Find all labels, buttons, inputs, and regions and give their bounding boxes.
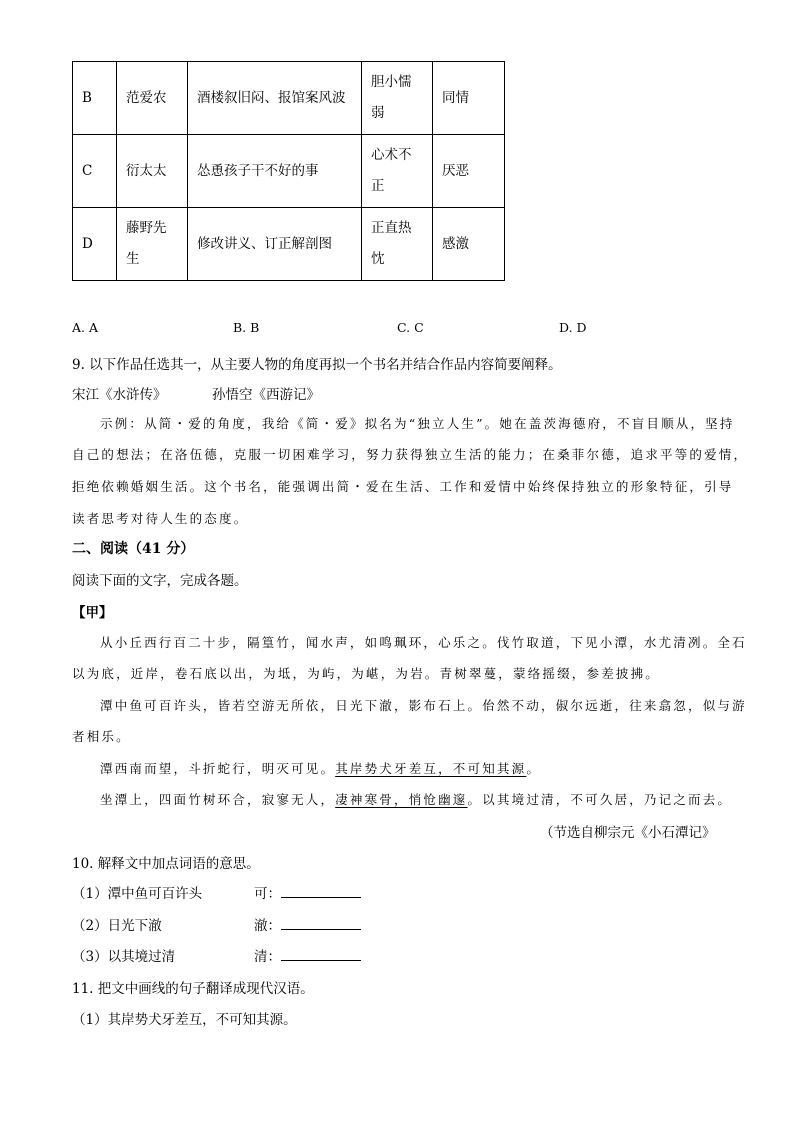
- q9-work-1: 宋江《水浒传》: [72, 387, 167, 403]
- passage-line-5: [100, 759, 541, 777]
- passage-line: 以为底，近岸，卷石底以出，为坻，为屿，为嵁，为岩。青树翠蔓，蒙络摇缀，参差披拂。: [72, 666, 661, 681]
- passage-label: 【甲】: [72, 605, 113, 621]
- q10-item: （3）以其境过清: [72, 949, 176, 965]
- table-row: [73, 62, 505, 135]
- underlined-sentence: 其岸势犬牙差互，不可知其源: [335, 761, 527, 776]
- passage-line: 者相乐。: [72, 729, 131, 744]
- options-table: [72, 61, 505, 281]
- person-cell: 衍太太: [117, 135, 188, 208]
- answer-blank[interactable]: [281, 946, 361, 961]
- answer-label: 清：: [254, 949, 281, 965]
- q9-example-line: 拒绝依赖婚姻生活。这个书名，能强调出简・爱在生活、工作和爱情中始终保持独立的形象特征，引导: [72, 479, 734, 494]
- answer-label: 可：: [254, 886, 281, 902]
- trait-cell: [362, 135, 433, 208]
- passage-text: 。: [526, 761, 542, 776]
- passage-text: 坐潭上，四面竹树环合，寂寥无人，: [100, 792, 336, 807]
- person-cell: 范爱农: [117, 62, 188, 135]
- q10-item: （1）潭中鱼可百许头: [72, 886, 203, 902]
- section-instruction: 阅读下面的文字，完成各题。: [72, 573, 248, 589]
- person-text: 藤野先生: [126, 220, 167, 267]
- option-letter: B: [73, 62, 117, 135]
- attitude-cell: 同情: [433, 62, 505, 135]
- choice-d: D. D: [559, 320, 587, 335]
- passage-line-6: [100, 790, 732, 808]
- q10-item: （2）日光下澈: [72, 918, 162, 934]
- trait-text: 正直热忱: [371, 220, 412, 267]
- q9-example-line: 示例：从简・爱的角度，我给《简・爱》拟名为“独立人生”。她在盖茨海德府，不盲目顺从，坚持: [100, 416, 735, 431]
- table-row: [73, 208, 505, 281]
- person-cell: [117, 208, 188, 281]
- choice-c: C. C: [397, 320, 424, 335]
- q10-answer: [254, 914, 361, 934]
- event-cell: 酒楼叙旧闷、报馆案风波: [188, 62, 362, 135]
- attitude-cell: 厌恶: [433, 135, 505, 208]
- q10-stem: 10. 解释文中加点词语的意思。: [72, 856, 260, 872]
- table-row: [73, 135, 505, 208]
- option-letter: C: [73, 135, 117, 208]
- event-cell: 修改讲义、订正解剖图: [188, 208, 362, 281]
- passage-line: 从小丘西行百二十步，隔篁竹，闻水声，如鸣珮环，心乐之。伐竹取道，下见小潭，水尤清冽。全石: [100, 635, 747, 650]
- choice-b: B. B: [233, 320, 260, 335]
- trait-text: 心术不正: [371, 147, 412, 194]
- passage-line: 潭中鱼可百许头，皆若空游无所依，日光下澈，影布石上。佁然不动，俶尔远逝，往来翕忽，似与游: [100, 698, 747, 713]
- q9-example-line: 自己的想法；在洛伍德，克服一切困难学习，努力获得独立生活的能力；在桑菲尔德，追求平等的爱情，: [72, 447, 749, 462]
- q9-example-line: 读者思考对待人生的态度。: [72, 511, 249, 526]
- q10-answer: [254, 945, 361, 965]
- answer-blank[interactable]: [281, 883, 361, 898]
- answer-label: 澈：: [254, 918, 281, 934]
- event-cell: 怂恿孩子干不好的事: [188, 135, 362, 208]
- q11-stem: 11. 把文中画线的句子翻译成现代汉语。: [72, 981, 314, 997]
- q10-answer: [254, 882, 361, 902]
- trait-cell: [362, 208, 433, 281]
- q9-work-2: 孙悟空《西游记》: [212, 387, 320, 403]
- underlined-sentence: 凄神寒骨，悄怆幽邃: [335, 792, 468, 807]
- trait-cell: [362, 62, 433, 135]
- q11-item: （1）其岸势犬牙差互，不可知其源。: [72, 1012, 297, 1028]
- passage-source: （节选自柳宗元《小石潭记》: [540, 825, 716, 841]
- choice-a: A. A: [72, 320, 99, 335]
- q9-stem: 9. 以下作品任选其一，从主要人物的角度再拟一个书名并结合作品内容简要阐释。: [72, 357, 562, 373]
- passage-text: 潭西南而望，斗折蛇行，明灭可见。: [100, 761, 336, 776]
- trait-text: 胆小懦弱: [371, 74, 412, 121]
- passage-text: 。以其境过清，不可久居，乃记之而去。: [467, 792, 733, 807]
- answer-blank[interactable]: [281, 915, 361, 930]
- option-letter: D: [73, 208, 117, 281]
- attitude-cell: 感激: [433, 208, 505, 281]
- section-heading: 二、阅读（41 分）: [72, 541, 195, 557]
